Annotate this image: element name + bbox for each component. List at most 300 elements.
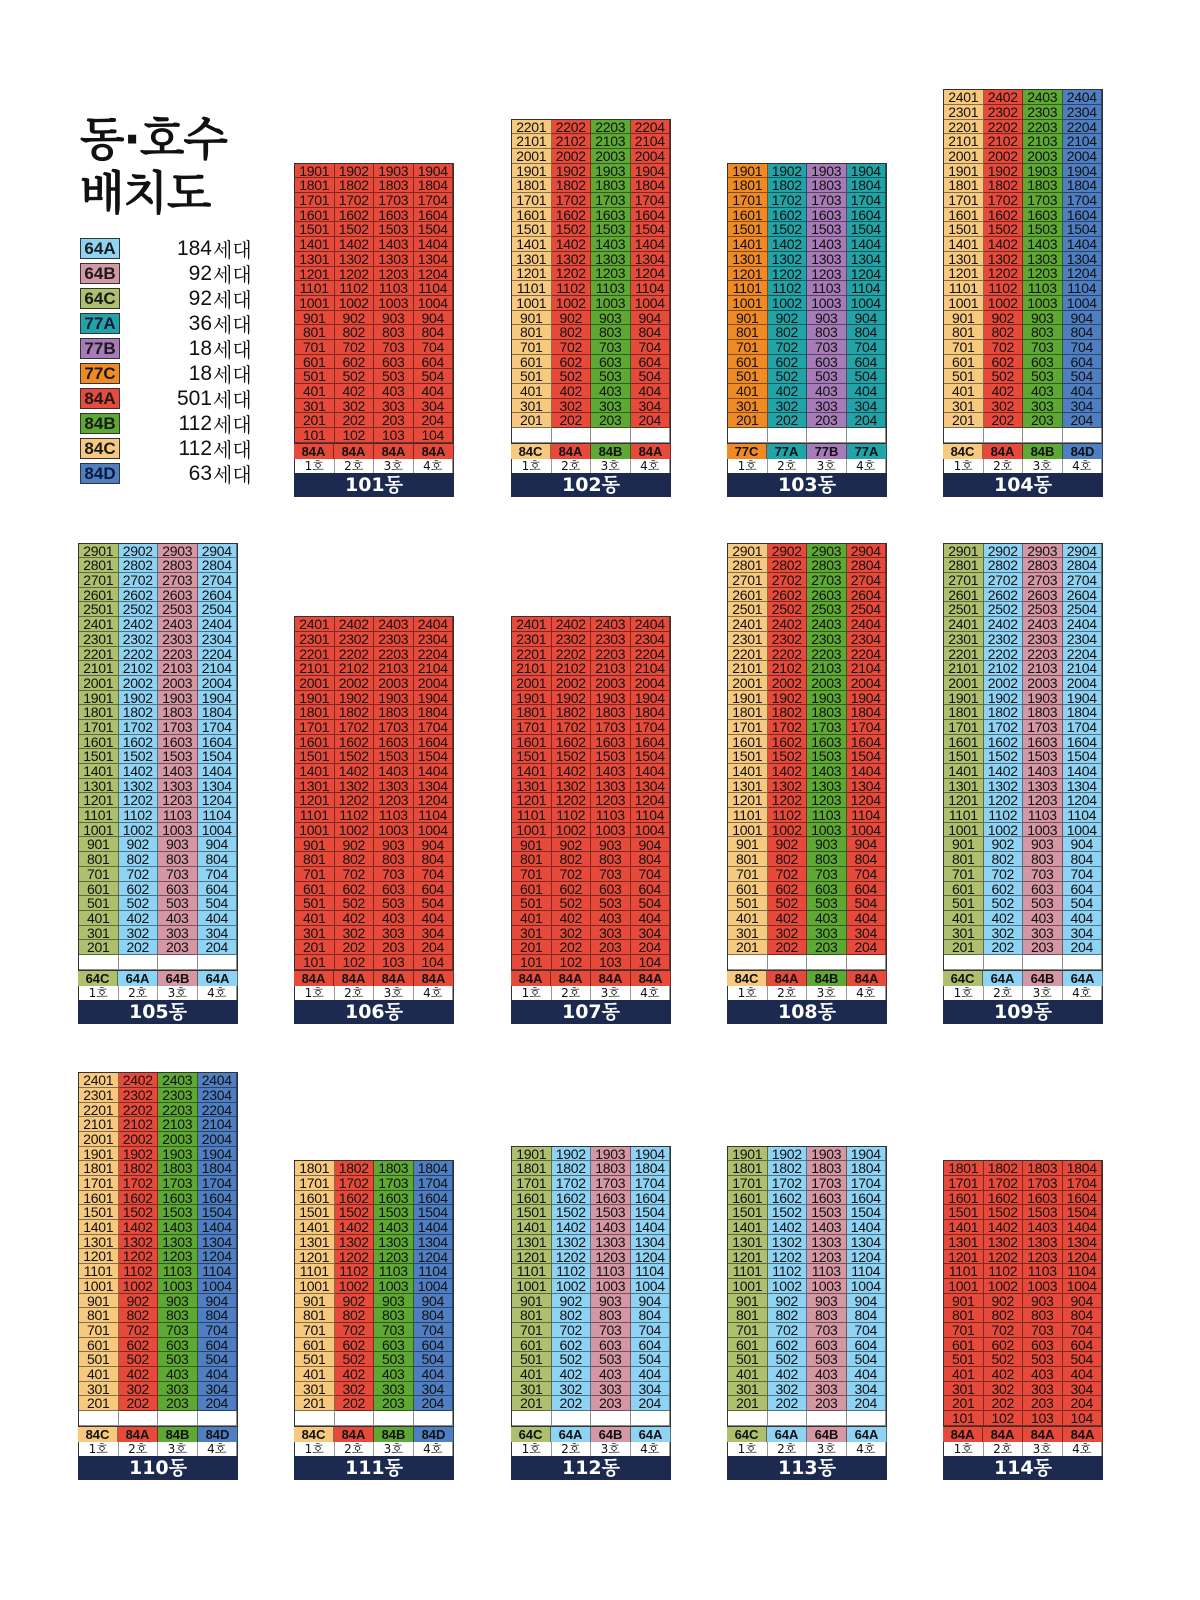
unit-cell: 2901 (79, 544, 119, 559)
unit-cell: 504 (1063, 1352, 1103, 1367)
unit-cell: 404 (414, 911, 454, 926)
unit-cell: 1603 (158, 735, 198, 750)
unit-cell: 2004 (1063, 149, 1103, 164)
unit-cell: 603 (1023, 1338, 1063, 1353)
unit-cell: 1603 (807, 735, 847, 750)
unit-cell: 2402 (335, 617, 375, 632)
unit-grid (511, 616, 671, 971)
unit-cell: 2303 (158, 632, 198, 647)
unit-cell: 503 (374, 896, 414, 911)
legend-item (80, 261, 252, 286)
unit-cell: 701 (295, 340, 335, 355)
unit-cell: 1704 (1063, 720, 1103, 735)
unit-cell: 1704 (847, 720, 887, 735)
unit-cell: 2404 (847, 617, 887, 632)
unit-cell: 1004 (847, 823, 887, 838)
unit-cell: 1502 (552, 1205, 592, 1220)
unit-cell: 601 (512, 355, 552, 370)
unit-cell: 1104 (198, 1264, 238, 1279)
ho-label: 3호 (807, 986, 847, 1000)
unit-cell: 1403 (374, 237, 414, 252)
unit-cell: 401 (944, 1367, 984, 1382)
unit-cell: 1904 (847, 1147, 887, 1162)
unit-cell: 1601 (728, 735, 768, 750)
unit-cell: 1602 (552, 208, 592, 223)
unit-cell: 704 (1063, 340, 1103, 355)
unit-cell: 1104 (198, 808, 238, 823)
unit-cell: 1004 (414, 823, 454, 838)
unit-cell: 1904 (1063, 691, 1103, 706)
unit-cell: 504 (414, 1352, 454, 1367)
unit-cell: 503 (158, 896, 198, 911)
legend-item (80, 286, 252, 311)
pilotis-cell (631, 1411, 671, 1426)
unit-cell: 301 (512, 926, 552, 941)
unit-cell: 801 (295, 852, 335, 867)
unit-cell: 1603 (374, 208, 414, 223)
unit-cell: 1702 (768, 193, 808, 208)
unit-cell: 1704 (414, 720, 454, 735)
ho-label: 3호 (807, 1442, 847, 1456)
ho-row (78, 1442, 238, 1456)
unit-cell: 1503 (591, 222, 631, 237)
unit-grid (943, 1160, 1103, 1426)
legend-item (80, 411, 252, 436)
unit-cell: 2002 (119, 1132, 159, 1147)
unit-cell: 1402 (984, 237, 1024, 252)
unit-cell: 104 (631, 955, 671, 970)
unit-cell: 304 (198, 926, 238, 941)
unit-cell: 1302 (984, 252, 1024, 267)
unit-cell: 301 (295, 1382, 335, 1397)
ho-label: 1호 (944, 1442, 984, 1456)
unit-cell: 1002 (335, 1279, 375, 1294)
unit-cell: 604 (414, 355, 454, 370)
unit-cell: 1001 (79, 823, 119, 838)
unit-cell: 703 (158, 867, 198, 882)
unit-cell: 403 (807, 1367, 847, 1382)
unit-type-label: 84B (807, 971, 847, 986)
unit-cell: 1803 (807, 1161, 847, 1176)
unit-cell: 1501 (728, 749, 768, 764)
unit-cell: 2401 (79, 617, 119, 632)
unit-cell: 302 (768, 926, 808, 941)
pilotis-cell (119, 955, 159, 970)
unit-cell: 504 (198, 1352, 238, 1367)
unit-cell: 1702 (335, 720, 375, 735)
unit-cell: 204 (1063, 413, 1103, 428)
unit-cell: 2302 (768, 632, 808, 647)
unit-cell: 801 (944, 852, 984, 867)
unit-cell: 902 (768, 311, 808, 326)
unit-cell: 1503 (374, 1205, 414, 1220)
unit-cell: 2203 (158, 1103, 198, 1118)
legend-count: 112 (178, 436, 212, 460)
unit-cell: 202 (552, 940, 592, 955)
unit-cell: 2601 (944, 588, 984, 603)
unit-cell: 402 (552, 384, 592, 399)
unit-cell: 501 (728, 1352, 768, 1367)
unit-cell: 202 (768, 940, 808, 955)
unit-cell: 602 (335, 882, 375, 897)
unit-cell: 1701 (79, 1176, 119, 1191)
unit-cell: 2804 (198, 558, 238, 573)
ho-label: 2호 (335, 986, 375, 1000)
unit-cell: 1401 (728, 1220, 768, 1235)
unit-cell: 1101 (944, 1264, 984, 1279)
unit-cell: 502 (768, 369, 808, 384)
unit-cell: 2401 (79, 1073, 119, 1088)
unit-cell: 1304 (631, 1235, 671, 1250)
unit-cell: 1004 (847, 296, 887, 311)
unit-cell: 2101 (512, 134, 552, 149)
unit-cell: 2003 (591, 676, 631, 691)
unit-cell: 1901 (512, 164, 552, 179)
unit-cell: 602 (335, 355, 375, 370)
unit-cell: 703 (374, 340, 414, 355)
unit-cell: 2201 (944, 647, 984, 662)
unit-cell: 1004 (198, 1279, 238, 1294)
unit-cell: 1203 (158, 1249, 198, 1264)
unit-cell: 1603 (1023, 1191, 1063, 1206)
unit-cell: 1001 (295, 823, 335, 838)
unit-cell: 103 (1023, 1411, 1063, 1426)
unit-cell: 1404 (847, 237, 887, 252)
unit-cell: 602 (984, 1338, 1024, 1353)
unit-cell: 1403 (1023, 764, 1063, 779)
unit-cell: 203 (807, 940, 847, 955)
unit-cell: 603 (807, 355, 847, 370)
unit-cell: 902 (768, 1294, 808, 1309)
unit-cell: 304 (414, 1382, 454, 1397)
unit-cell: 1102 (335, 1264, 375, 1279)
unit-cell: 1801 (295, 178, 335, 193)
legend-count: 63 (188, 461, 212, 485)
unit-cell: 1202 (335, 1250, 375, 1265)
unit-cell: 1401 (79, 1220, 119, 1235)
unit-cell: 1103 (591, 808, 631, 823)
unit-cell: 803 (591, 852, 631, 867)
unit-cell: 1003 (158, 823, 198, 838)
unit-cell: 201 (295, 940, 335, 955)
ho-label: 4호 (631, 459, 671, 473)
unit-type-label: 84C (727, 971, 767, 986)
unit-cell: 404 (1063, 384, 1103, 399)
unit-grid (727, 543, 887, 971)
pilotis-cell (374, 1411, 414, 1426)
unit-cell: 402 (335, 1367, 375, 1382)
pilotis-cell (158, 955, 198, 970)
unit-cell: 2203 (591, 647, 631, 662)
pilotis-cell (79, 955, 119, 970)
unit-cell: 2202 (984, 120, 1024, 135)
unit-cell: 1603 (374, 1191, 414, 1206)
unit-cell: 802 (335, 325, 375, 340)
unit-cell: 1304 (198, 1235, 238, 1250)
unit-cell: 1104 (1063, 1264, 1103, 1279)
unit-cell: 1903 (591, 164, 631, 179)
pilotis-cell (847, 1411, 887, 1426)
unit-cell: 1902 (552, 1147, 592, 1162)
unit-cell: 1303 (591, 252, 631, 267)
unit-cell: 1104 (847, 281, 887, 296)
pilotis-cell (807, 1411, 847, 1426)
unit-grid (511, 1146, 671, 1427)
unit-cell: 702 (119, 1323, 159, 1338)
unit-cell: 1204 (414, 1250, 454, 1265)
unit-type-label: 64C (511, 1427, 551, 1442)
unit-cell: 1704 (847, 193, 887, 208)
unit-cell: 1304 (414, 779, 454, 794)
unit-cell: 1304 (414, 252, 454, 267)
unit-cell: 501 (512, 369, 552, 384)
unit-cell: 503 (1023, 1352, 1063, 1367)
legend-unit: 세대 (213, 438, 252, 462)
unit-cell: 1702 (984, 1176, 1024, 1191)
unit-cell: 1501 (944, 749, 984, 764)
building-block (511, 119, 671, 497)
unit-cell: 2403 (158, 617, 198, 632)
ho-label: 4호 (198, 986, 238, 1000)
ho-label: 2호 (984, 459, 1024, 473)
unit-cell: 1504 (414, 1205, 454, 1220)
unit-cell: 1102 (768, 1264, 808, 1279)
unit-cell: 2402 (119, 617, 159, 632)
unit-cell: 303 (158, 926, 198, 941)
unit-cell: 1802 (335, 1161, 375, 1176)
unit-cell: 2802 (119, 558, 159, 573)
unit-cell: 102 (984, 1411, 1024, 1426)
unit-cell: 903 (591, 311, 631, 326)
pilotis-cell (512, 428, 552, 443)
unit-cell: 2103 (1023, 134, 1063, 149)
unit-cell: 602 (768, 355, 808, 370)
unit-cell: 701 (944, 340, 984, 355)
unit-cell: 301 (295, 399, 335, 414)
unit-cell: 904 (414, 838, 454, 853)
unit-cell: 2102 (984, 661, 1024, 676)
unit-cell: 2503 (807, 602, 847, 617)
unit-cell: 2701 (79, 573, 119, 588)
unit-cell: 703 (374, 1323, 414, 1338)
unit-cell: 1802 (119, 1161, 159, 1176)
unit-cell: 803 (158, 852, 198, 867)
unit-cell: 1701 (728, 720, 768, 735)
unit-type-label: 84A (374, 444, 414, 459)
unit-cell: 402 (768, 384, 808, 399)
unit-cell: 704 (414, 340, 454, 355)
unit-cell: 603 (591, 882, 631, 897)
unit-cell: 2004 (631, 676, 671, 691)
unit-cell: 401 (728, 1367, 768, 1382)
title-line-1: 동·호수 (80, 112, 227, 166)
unit-cell: 1202 (552, 266, 592, 281)
unit-cell: 1901 (295, 164, 335, 179)
unit-cell: 802 (768, 852, 808, 867)
unit-cell: 1703 (374, 720, 414, 735)
unit-cell: 902 (335, 1294, 375, 1309)
unit-cell: 2803 (807, 558, 847, 573)
unit-cell: 2104 (847, 661, 887, 676)
legend-type-swatch: 77B (80, 338, 120, 359)
unit-type-label: 84B (374, 1427, 414, 1442)
unit-cell: 2602 (984, 588, 1024, 603)
unit-cell: 1202 (984, 266, 1024, 281)
unit-cell: 403 (158, 1367, 198, 1382)
unit-cell: 2002 (552, 149, 592, 164)
unit-cell: 1401 (295, 1220, 335, 1235)
unit-cell: 903 (158, 837, 198, 852)
unit-cell: 1103 (374, 281, 414, 296)
building-block (943, 543, 1103, 1024)
unit-cell: 1504 (1063, 222, 1103, 237)
unit-cell: 1101 (944, 808, 984, 823)
unit-cell: 1403 (158, 764, 198, 779)
unit-cell: 1904 (631, 164, 671, 179)
unit-cell: 601 (295, 1338, 335, 1353)
pilotis-cell (807, 955, 847, 970)
unit-cell: 2003 (158, 1132, 198, 1147)
unit-cell: 204 (198, 1396, 238, 1411)
building-block (727, 163, 887, 497)
unit-cell: 1804 (198, 1161, 238, 1176)
unit-cell: 701 (295, 867, 335, 882)
unit-cell: 503 (807, 896, 847, 911)
legend-item (80, 336, 252, 361)
ho-row (727, 986, 887, 1000)
unit-cell: 1204 (631, 266, 671, 281)
unit-cell: 904 (631, 1294, 671, 1309)
pilotis-cell (158, 1411, 198, 1426)
unit-cell: 502 (119, 896, 159, 911)
unit-cell: 601 (295, 882, 335, 897)
unit-cell: 501 (295, 1352, 335, 1367)
unit-type-row (943, 971, 1103, 986)
ho-label: 1호 (295, 1442, 335, 1456)
unit-cell: 2904 (1063, 544, 1103, 559)
unit-cell: 404 (1063, 911, 1103, 926)
unit-cell: 902 (119, 837, 159, 852)
unit-cell: 1101 (295, 808, 335, 823)
unit-cell: 1002 (552, 1279, 592, 1294)
unit-cell: 1803 (374, 1161, 414, 1176)
unit-cell: 703 (1023, 340, 1063, 355)
unit-cell: 1104 (1063, 808, 1103, 823)
unit-cell: 601 (944, 355, 984, 370)
unit-cell: 601 (944, 1338, 984, 1353)
unit-cell: 1602 (768, 1191, 808, 1206)
unit-cell: 1101 (295, 281, 335, 296)
unit-cell: 2101 (728, 661, 768, 676)
unit-cell: 1001 (944, 1279, 984, 1294)
unit-cell: 1704 (1063, 1176, 1103, 1191)
unit-cell: 104 (1063, 1411, 1103, 1426)
legend-unit: 세대 (213, 413, 252, 437)
ho-label: 2호 (552, 459, 592, 473)
unit-cell: 1303 (1023, 252, 1063, 267)
unit-cell: 301 (944, 926, 984, 941)
unit-cell: 401 (944, 384, 984, 399)
unit-cell: 2903 (807, 544, 847, 559)
unit-cell: 1101 (728, 1264, 768, 1279)
unit-cell: 401 (295, 1367, 335, 1382)
unit-cell: 801 (512, 852, 552, 867)
unit-cell: 1401 (512, 764, 552, 779)
unit-cell: 402 (552, 1367, 592, 1382)
unit-cell: 1403 (591, 1220, 631, 1235)
ho-label: 3호 (374, 459, 414, 473)
unit-cell: 2202 (335, 647, 375, 662)
unit-cell: 2601 (728, 588, 768, 603)
unit-cell: 2402 (119, 1073, 159, 1088)
unit-cell: 503 (807, 1352, 847, 1367)
unit-cell: 1101 (512, 1264, 552, 1279)
unit-cell: 1804 (198, 705, 238, 720)
unit-cell: 302 (119, 1382, 159, 1397)
unit-cell: 201 (512, 413, 552, 428)
unit-cell: 1001 (944, 296, 984, 311)
unit-cell: 2104 (631, 661, 671, 676)
unit-cell: 1302 (335, 1235, 375, 1250)
unit-cell: 2303 (1023, 632, 1063, 647)
unit-cell: 2503 (1023, 602, 1063, 617)
unit-cell: 1603 (591, 735, 631, 750)
unit-cell: 2404 (1063, 617, 1103, 632)
unit-cell: 501 (944, 369, 984, 384)
unit-cell: 204 (847, 940, 887, 955)
unit-cell: 1804 (414, 705, 454, 720)
unit-cell: 2102 (119, 661, 159, 676)
unit-type-label: 64B (158, 971, 198, 986)
unit-cell: 203 (1023, 413, 1063, 428)
pilotis-cell (1023, 955, 1063, 970)
unit-cell: 901 (728, 837, 768, 852)
unit-cell: 204 (631, 1396, 671, 1411)
unit-grid (943, 543, 1103, 971)
unit-cell: 1402 (119, 1220, 159, 1235)
unit-cell: 1703 (591, 1176, 631, 1191)
unit-cell: 1102 (552, 808, 592, 823)
unit-cell: 2604 (847, 588, 887, 603)
unit-cell: 1503 (1023, 1205, 1063, 1220)
pilotis-cell (1063, 428, 1103, 443)
unit-cell: 2304 (198, 1088, 238, 1103)
unit-cell: 1603 (158, 1191, 198, 1206)
unit-type-row (78, 1427, 238, 1442)
unit-cell: 1404 (198, 1220, 238, 1235)
unit-cell: 1501 (728, 1205, 768, 1220)
unit-cell: 1702 (768, 720, 808, 735)
ho-label: 1호 (728, 459, 768, 473)
legend-count: 18 (188, 336, 212, 360)
unit-type-label: 84A (983, 444, 1023, 459)
ho-label: 4호 (414, 1442, 454, 1456)
unit-cell: 1302 (768, 1235, 808, 1250)
unit-cell: 102 (335, 428, 375, 443)
unit-cell: 1301 (944, 252, 984, 267)
unit-cell: 703 (158, 1323, 198, 1338)
unit-cell: 1401 (728, 764, 768, 779)
unit-cell: 1001 (512, 823, 552, 838)
unit-cell: 2404 (631, 617, 671, 632)
ho-label: 4호 (847, 1442, 887, 1456)
unit-cell: 1802 (984, 705, 1024, 720)
unit-cell: 404 (847, 1367, 887, 1382)
unit-cell: 1201 (79, 793, 119, 808)
unit-cell: 1702 (984, 720, 1024, 735)
unit-cell: 1803 (1023, 178, 1063, 193)
unit-cell: 1401 (295, 764, 335, 779)
